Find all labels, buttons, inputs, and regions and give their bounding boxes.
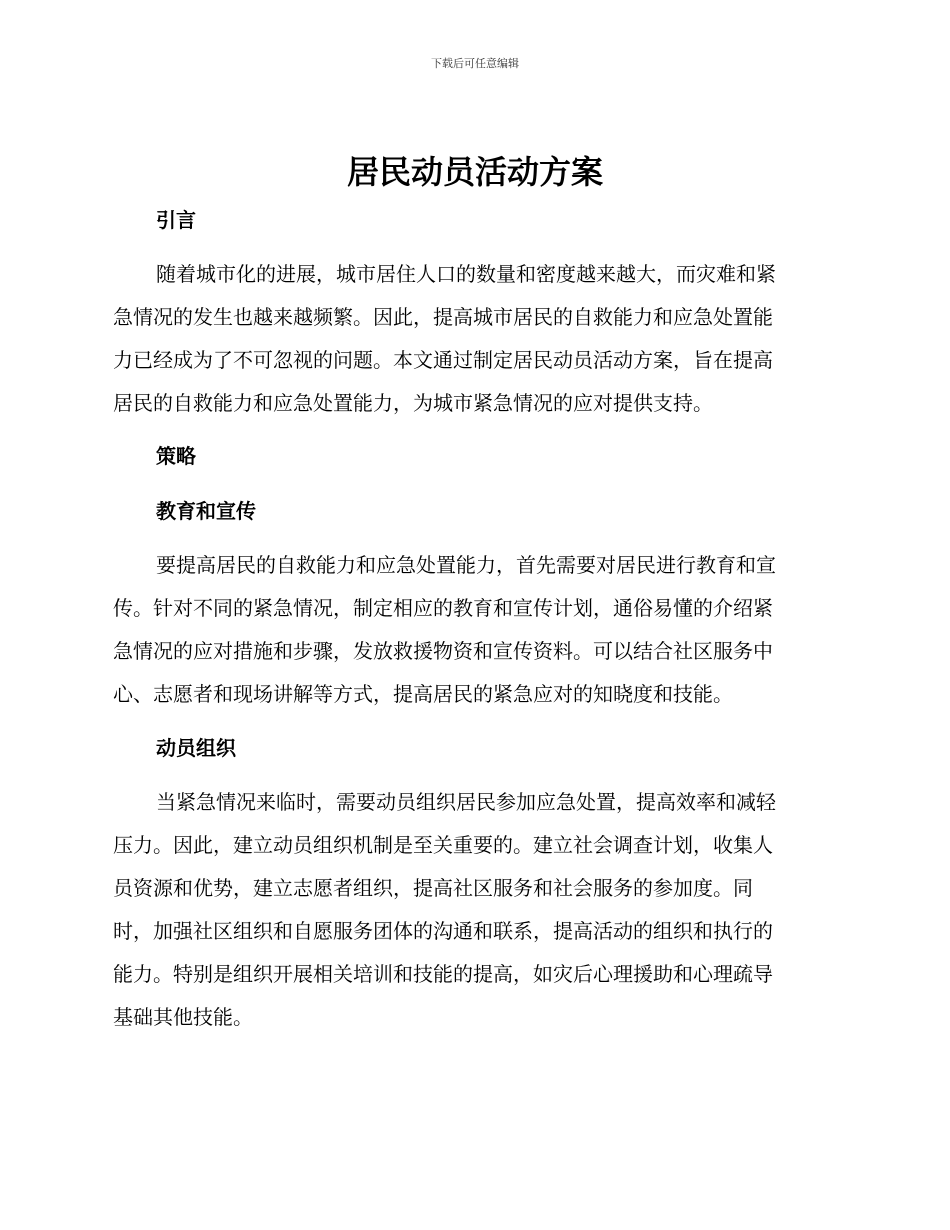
education-paragraph xyxy=(113,544,831,716)
paragraph-line: 力已经成为了不可忽视的问题。本文通过制定居民动员活动方案，旨在提高 xyxy=(113,348,773,372)
paragraph-line: 能力。特别是组织开展相关培训和技能的提高，如灾后心理援助和心理疏导 xyxy=(113,962,773,986)
paragraph-line: 心、志愿者和现场讲解等方式，提高居民的紧急应对的知晓度和技能。 xyxy=(113,682,733,706)
paragraph-line: 要提高居民的自救能力和应急处置能力，首先需要对居民进行教育和宣 xyxy=(156,553,776,577)
document-title: 居民动员活动方案 xyxy=(346,153,603,191)
paragraph-line: 急情况的发生也越来越频繁。因此，提高城市居民的自救能力和应急处置能 xyxy=(113,305,773,329)
paragraph-line: 基础其他技能。 xyxy=(113,1005,253,1029)
intro-heading: 引言 xyxy=(156,208,196,232)
paragraph-line: 员资源和优势，建立志愿者组织，提高社区服务和社会服务的参加度。同 xyxy=(113,876,753,900)
paragraph-line: 压力。因此，建立动员组织机制是至关重要的。建立社会调查计划，收集人 xyxy=(113,833,773,857)
strategy-heading: 策略 xyxy=(156,444,196,468)
intro-paragraph xyxy=(113,253,831,425)
education-heading: 教育和宣传 xyxy=(156,499,256,523)
paragraph-line: 传。针对不同的紧急情况，制定相应的教育和宣传计划，通俗易懂的介绍紧 xyxy=(113,596,773,620)
paragraph-line: 随着城市化的进展，城市居住人口的数量和密度越来越大，而灾难和紧 xyxy=(156,262,776,286)
paragraph-line: 急情况的应对措施和步骤，发放救援物资和宣传资料。可以结合社区服务中 xyxy=(113,639,773,663)
paragraph-line: 时，加强社区组织和自愿服务团体的沟通和联系，提高活动的组织和执行的 xyxy=(113,919,773,943)
mobilization-paragraph xyxy=(113,781,831,1039)
paragraph-line: 居民的自救能力和应急处置能力，为城市紧急情况的应对提供支持。 xyxy=(113,391,713,415)
paragraph-line: 当紧急情况来临时，需要动员组织居民参加应急处置，提高效率和减轻 xyxy=(156,790,776,814)
mobilization-heading: 动员组织 xyxy=(156,736,236,760)
header-note: 下载后可任意编辑 xyxy=(431,57,519,70)
